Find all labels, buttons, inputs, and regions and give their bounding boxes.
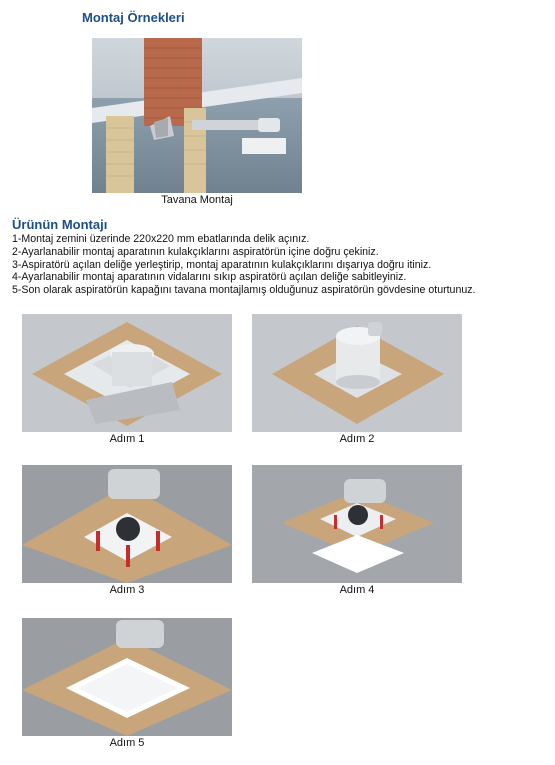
step-3-caption: Adım 3: [109, 584, 145, 596]
step-text-3: 3-Aspiratörü açılan deliğe yerleştirip, montaj aparatının kulakçıklarını dışarıya doğru itiniz.: [12, 258, 432, 271]
step-1-image: [22, 314, 232, 432]
step-1-caption: Adım 1: [109, 433, 145, 445]
section-title-examples: Montaj Örnekleri: [82, 10, 185, 25]
step-4-image: [252, 465, 462, 583]
step-text-1: 1-Montaj zemini üzerinde 220x220 mm ebatlarında delik açınız.: [12, 233, 310, 245]
step-4-caption: Adım 4: [339, 584, 375, 596]
step-3-image: [22, 465, 232, 583]
installation-steps: [12, 233, 552, 297]
section-title-install: Ürünün Montajı: [12, 217, 108, 232]
step-5-caption: Adım 5: [109, 737, 145, 749]
ceiling-mount-image: [92, 38, 302, 193]
step-5-image: [22, 618, 232, 736]
step-text-5: 5-Son olarak aspiratörün kapağını tavana montajlamış olduğunuz aspiratörün gövdesine oturtunuz.: [12, 284, 476, 297]
hero-caption: Tavana Montaj: [161, 194, 233, 206]
step-2-image: [252, 314, 462, 432]
step-text-2: 2-Ayarlanabilir montaj aparatının kulakçıklarını aspiratörün içine doğru çekiniz.: [12, 245, 379, 258]
step-2-caption: Adım 2: [339, 433, 375, 445]
step-text-4: 4-Ayarlanabilir montaj aparatının vidalarını sıkıp aspiratörü açılan deliğe sabitleyiniz.: [12, 271, 407, 284]
